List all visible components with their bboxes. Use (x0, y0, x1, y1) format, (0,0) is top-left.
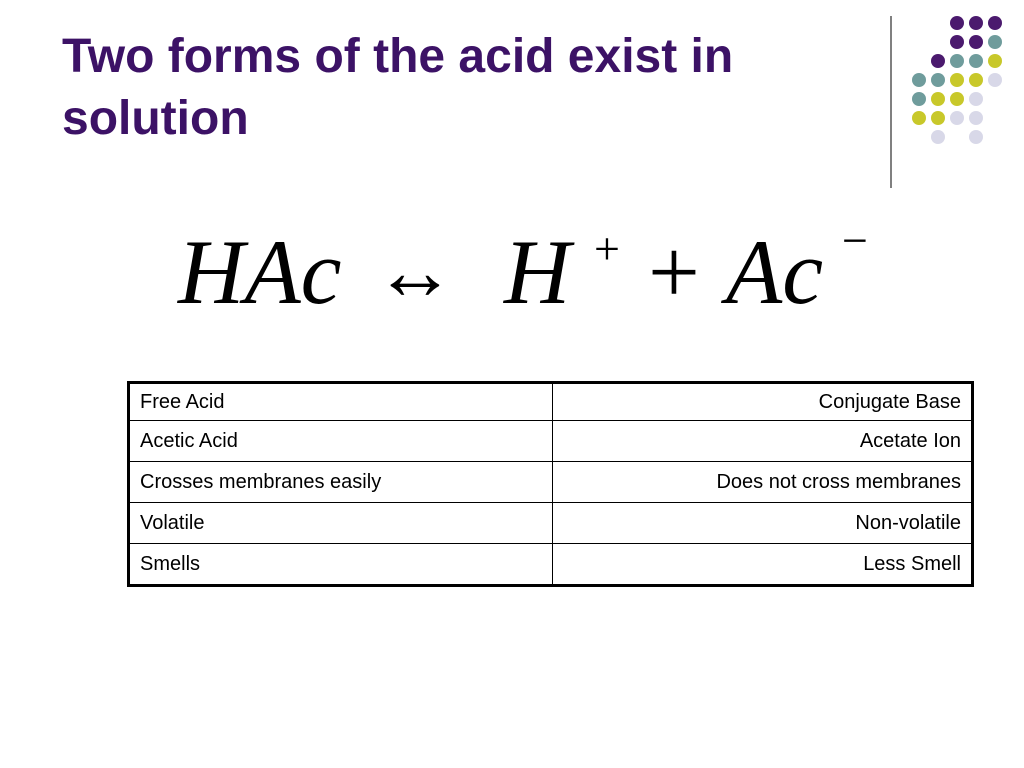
table-row (129, 462, 973, 503)
equation-plus: + (648, 221, 700, 323)
table-cell-free-acid-property: Free Acid (129, 383, 553, 421)
title-divider-line (890, 16, 892, 188)
decorative-dot (912, 73, 926, 87)
decorative-dot (950, 35, 964, 49)
decorative-dot (969, 130, 983, 144)
decorative-dot (950, 111, 964, 125)
decorative-dot (931, 54, 945, 68)
decorative-dot (969, 111, 983, 125)
table-row (129, 383, 973, 421)
decorative-dot (988, 35, 1002, 49)
decorative-dot (912, 92, 926, 106)
equation-acetate-charge: − (842, 215, 868, 266)
slide-title: Two forms of the acid exist in solution (62, 30, 734, 145)
decorative-dot (969, 54, 983, 68)
decorative-dot (969, 73, 983, 87)
table-cell-free-acid-property: Volatile (129, 503, 553, 544)
decorative-dot (969, 92, 983, 106)
table-cell-free-acid-property: Smells (129, 544, 553, 586)
decorative-dot (969, 16, 983, 30)
chemical-equation (178, 215, 898, 323)
table-cell-conjugate-base-property: Does not cross membranes (553, 462, 973, 503)
table-cell-conjugate-base-property: Conjugate Base (553, 383, 973, 421)
decorative-dot (950, 92, 964, 106)
equation-product-hydrogen: H (504, 221, 571, 323)
equation-hydrogen-charge: + (594, 223, 620, 274)
table-row (129, 503, 973, 544)
table-cell-conjugate-base-property: Acetate Ion (553, 421, 973, 462)
decorative-dot (988, 73, 1002, 87)
equation-arrow: ↔ (374, 226, 456, 317)
decorative-dot (950, 73, 964, 87)
equation-product-acetate: Ac (726, 221, 824, 323)
equation-reactant: HAc (178, 221, 342, 323)
table-row (129, 544, 973, 586)
decorative-dot (969, 35, 983, 49)
acid-forms-table (127, 381, 974, 587)
decorative-dot (931, 73, 945, 87)
table-row (129, 421, 973, 462)
decorative-dot (988, 54, 1002, 68)
decorative-dot (950, 16, 964, 30)
acid-forms-table-body (129, 383, 973, 586)
decorative-dot (950, 54, 964, 68)
decorative-dot (931, 111, 945, 125)
decorative-dot (912, 111, 926, 125)
decorative-dot (931, 92, 945, 106)
table-cell-conjugate-base-property: Non-volatile (553, 503, 973, 544)
decorative-dot (931, 130, 945, 144)
table-cell-conjugate-base-property: Less Smell (553, 544, 973, 586)
table-cell-free-acid-property: Acetic Acid (129, 421, 553, 462)
table-cell-free-acid-property: Crosses membranes easily (129, 462, 553, 503)
decorative-dot (988, 16, 1002, 30)
